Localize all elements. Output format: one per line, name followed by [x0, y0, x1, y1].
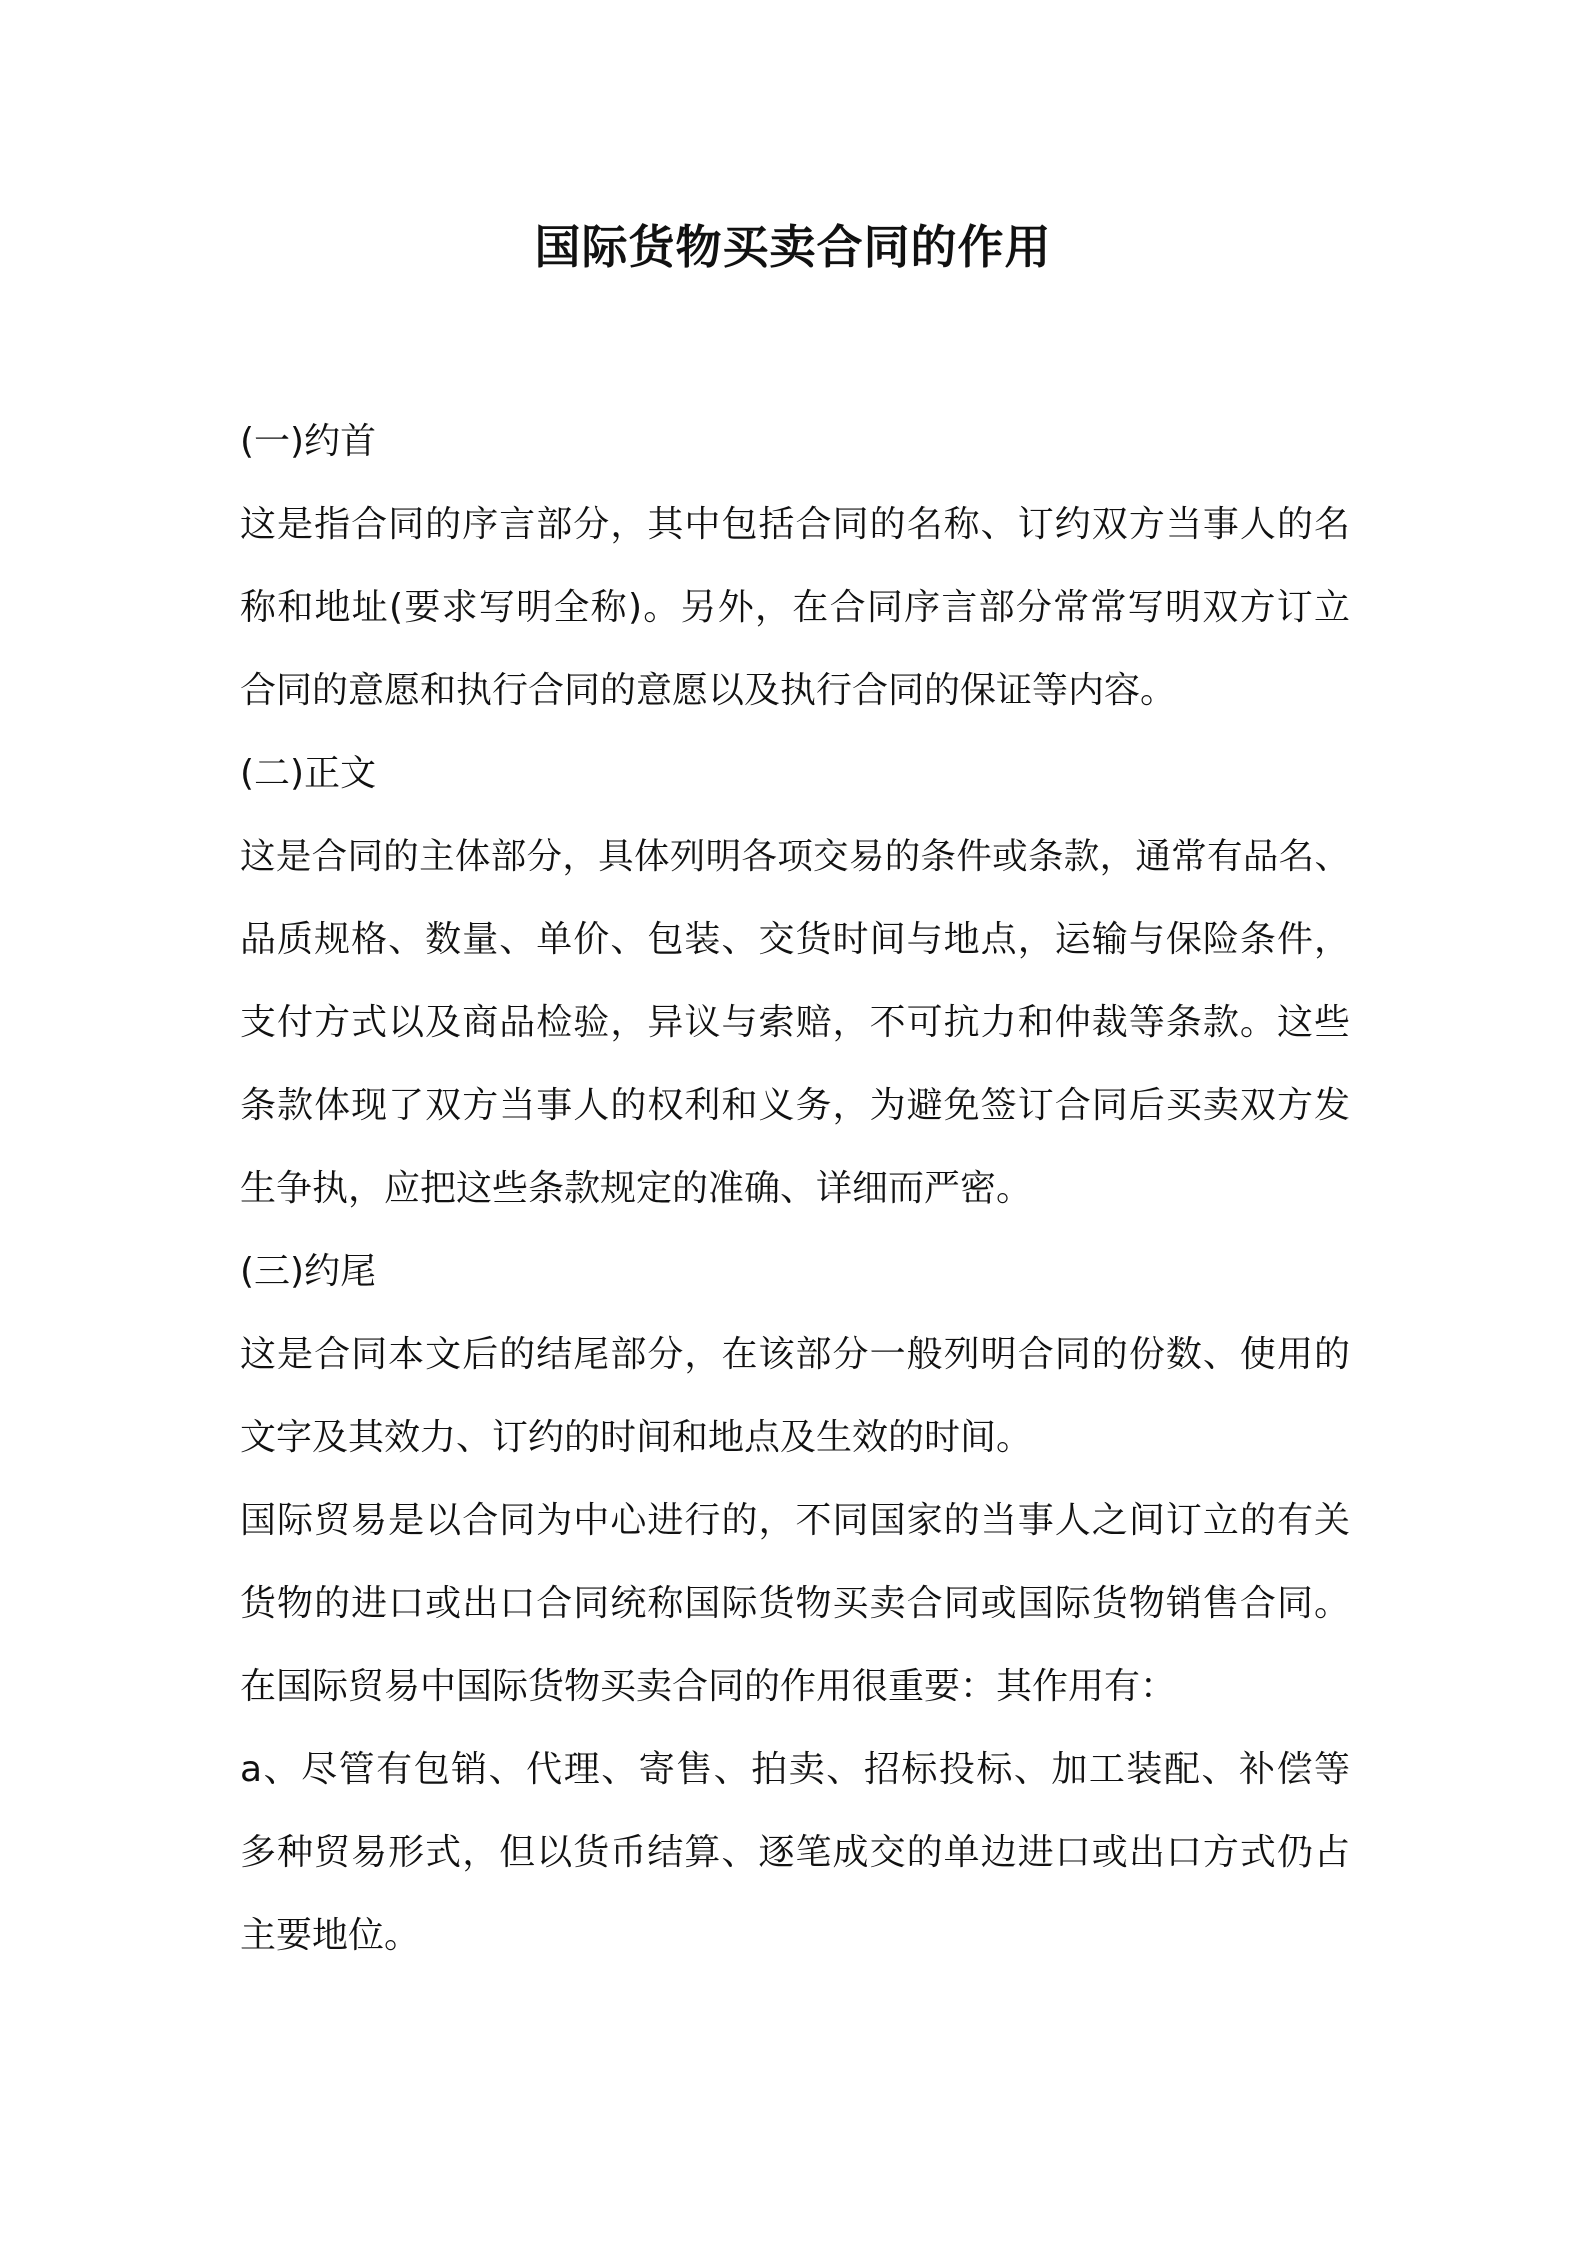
paragraph-line: 国际贸易是以合同为中心进行的，不同国家的当事人之间订立的有关 [240, 1500, 1350, 1541]
paragraph-line: 品质规格、数量、单价、包装、交货时间与地点，运输与保险条件， [240, 919, 1350, 960]
section-heading-preamble: (一)约首 [240, 421, 377, 462]
section-heading-ending: (三)约尾 [240, 1251, 377, 1292]
section-heading-body: (二)正文 [240, 753, 377, 794]
paragraph-line: 这是合同本文后的结尾部分，在该部分一般列明合同的份数、使用的 [240, 1334, 1350, 1375]
paragraph-line: 支付方式以及商品检验，异议与索赔，不可抗力和仲裁等条款。这些 [240, 1002, 1350, 1043]
paragraph-line: 多种贸易形式，但以货币结算、逐笔成交的单边进口或出口方式仍占 [240, 1832, 1350, 1873]
document-title: 国际货物买卖合同的作用 [534, 220, 1052, 274]
paragraph-line: 货物的进口或出口合同统称国际货物买卖合同或国际货物销售合同。 [240, 1583, 1350, 1624]
paragraph-line: 条款体现了双方当事人的权利和义务，为避免签订合同后买卖双方发 [240, 1085, 1350, 1126]
paragraph-line: 这是指合同的序言部分，其中包括合同的名称、订约双方当事人的名 [240, 504, 1350, 545]
paragraph-line: 生争执，应把这些条款规定的准确、详细而严密。 [240, 1168, 1033, 1209]
paragraph-line: 称和地址(要求写明全称)。另外，在合同序言部分常常写明双方订立 [240, 587, 1350, 628]
paragraph-line: 文字及其效力、订约的时间和地点及生效的时间。 [240, 1417, 1033, 1458]
document-body [240, 400, 1350, 1977]
paragraph-line: a、尽管有包销、代理、寄售、拍卖、招标投标、加工装配、补偿等 [240, 1749, 1350, 1790]
paragraph-line: 主要地位。 [240, 1915, 421, 1956]
paragraph-line: 合同的意愿和执行合同的意愿以及执行合同的保证等内容。 [240, 670, 1177, 711]
paragraph-line: 这是合同的主体部分，具体列明各项交易的条件或条款，通常有品名、 [240, 836, 1350, 877]
paragraph-line: 在国际贸易中国际货物买卖合同的作用很重要：其作用有： [240, 1666, 1177, 1707]
